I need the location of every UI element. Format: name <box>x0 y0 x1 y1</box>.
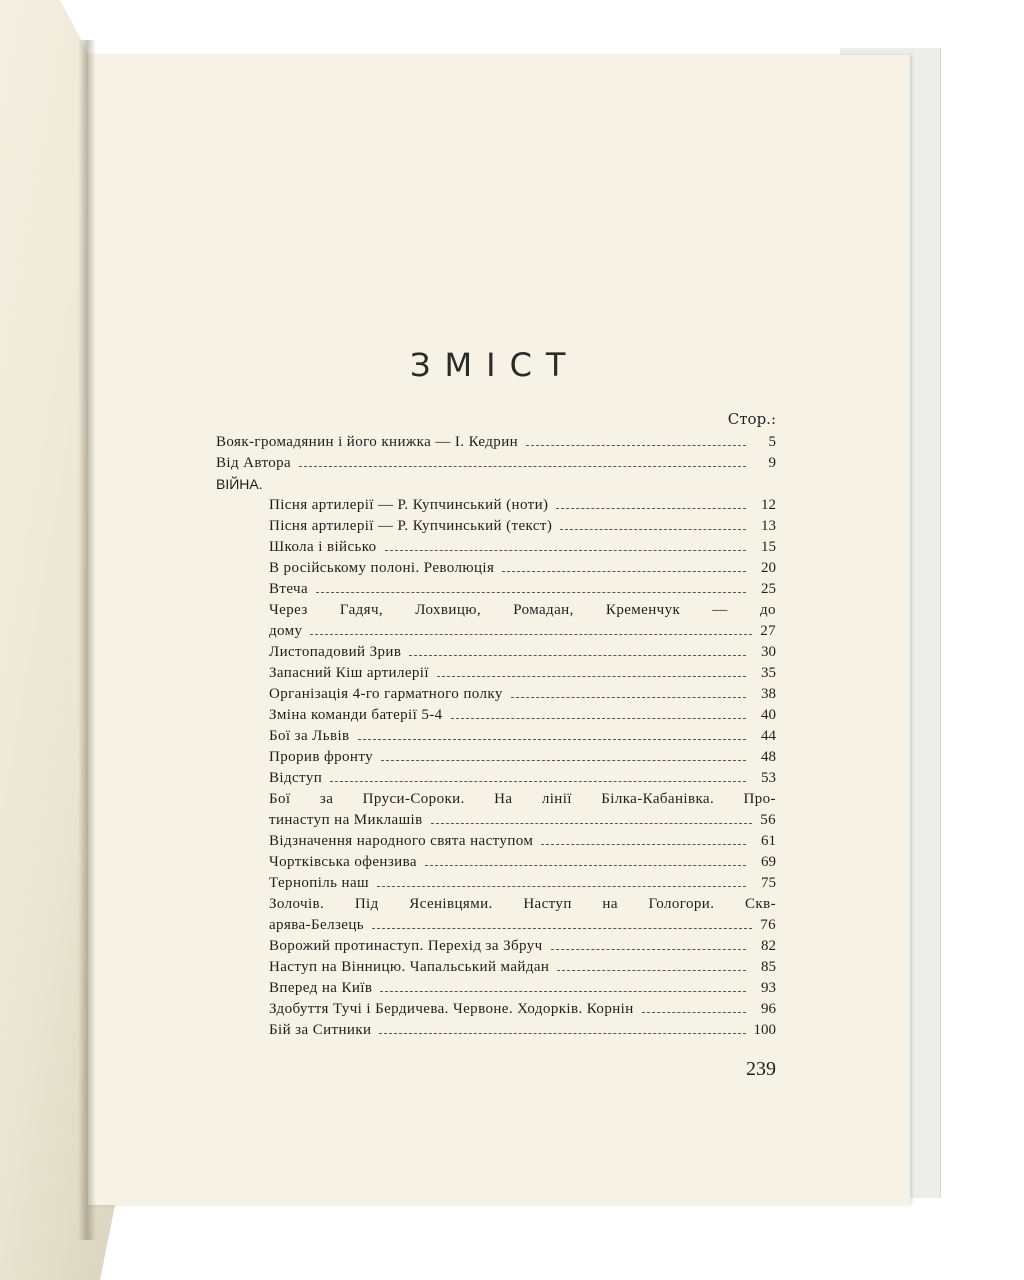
toc-entry <box>216 495 776 516</box>
toc-entry-title-word: Скв- <box>745 896 776 912</box>
leader-dots <box>526 445 746 446</box>
leader-dots <box>385 550 746 551</box>
toc-entry-title-word: на <box>602 896 618 912</box>
leader-dots <box>557 970 746 971</box>
toc-entry-title-word: лінії <box>541 791 572 807</box>
toc-entry-title: Тернопіль наш <box>269 875 369 891</box>
toc-entry-title: Вояк-громадянин і його книжка — І. Кедрин <box>216 434 519 450</box>
toc-entry-page: 38 <box>761 686 776 702</box>
toc-entry <box>216 978 776 999</box>
toc-entry-title-word: Ясенівцями. <box>409 896 493 912</box>
toc-entry-title-word: Гологори. <box>648 896 715 912</box>
leader-dots <box>556 508 746 509</box>
toc-entry <box>216 726 776 747</box>
toc-entry <box>216 684 776 705</box>
toc-entry-page: 85 <box>761 959 776 975</box>
toc-entry <box>216 558 776 579</box>
leader-dots <box>330 781 746 782</box>
toc-entry-title-word: Ромадан, <box>513 602 574 618</box>
toc-entry-title: Втеча <box>269 581 309 597</box>
leader-dots <box>299 466 746 467</box>
toc-entry <box>216 747 776 768</box>
leader-dots <box>372 928 752 929</box>
leader-dots <box>560 529 746 530</box>
leader-dots <box>431 823 753 824</box>
leader-dots <box>310 634 752 635</box>
toc-entry-title-word: Золочів. <box>269 896 325 912</box>
toc-entry-page: 96 <box>761 1001 776 1017</box>
toc-entry <box>216 999 776 1020</box>
page-number: 239 <box>746 1058 776 1080</box>
toc-entry-title: Пісня артилерії — Р. Купчинський (текст) <box>269 518 553 534</box>
toc-entry-page: 93 <box>761 980 776 996</box>
leader-dots <box>381 760 746 761</box>
toc-entry-title: Зміна команди батерії 5-4 <box>269 707 443 723</box>
leader-dots <box>451 718 746 719</box>
table-of-contents <box>216 432 776 1041</box>
toc-entry-wrapped <box>216 789 776 831</box>
toc-entry-page: 61 <box>761 833 776 849</box>
toc-entry <box>216 705 776 726</box>
toc-entry-page: 56 <box>760 812 776 828</box>
toc-entry-title-word: Білка-Кабанівка. <box>601 791 715 807</box>
toc-entry-title: Бої за Львів <box>269 728 350 744</box>
leader-dots <box>377 886 746 887</box>
toc-entry-title-continued: тинаступ на Миклашів <box>269 812 423 828</box>
toc-entry-title-word: Лохвицю, <box>415 602 482 618</box>
toc-entry-page: 9 <box>768 455 776 471</box>
leader-dots <box>511 697 746 698</box>
toc-entry-title: Чортківська офензива <box>269 854 417 870</box>
toc-entry-page: 20 <box>761 560 776 576</box>
toc-entry-page: 44 <box>761 728 776 744</box>
leader-dots <box>541 844 746 845</box>
toc-entry <box>216 831 776 852</box>
toc-entry-title: Організація 4-го гарматного полку <box>269 686 503 702</box>
toc-entry-title: Відступ <box>269 770 323 786</box>
toc-entry-title: Прорив фронту <box>269 749 373 765</box>
toc-entry-title-continued: дому <box>269 623 303 639</box>
toc-entry <box>216 663 776 684</box>
toc-entry-title-word: — <box>712 602 728 618</box>
page-column-label: Стор.: <box>727 410 776 428</box>
toc-entry <box>216 873 776 894</box>
leader-dots <box>425 865 746 866</box>
toc-entry-title: Листопадовий Зрив <box>269 644 402 660</box>
toc-entry-title: Пісня артилерії — Р. Купчинський (ноти) <box>269 497 549 513</box>
toc-entry-title: Здобуття Тучі і Бердичева. Червоне. Ходорків. Корнін <box>269 1001 634 1017</box>
toc-entry-title: Від Автора <box>216 455 292 471</box>
leader-dots <box>502 571 746 572</box>
toc-entry-wrapped <box>216 894 776 936</box>
leader-dots <box>437 676 746 677</box>
toc-entry-title-word: за <box>319 791 334 807</box>
leader-dots <box>379 1033 745 1034</box>
toc-entry-title: Ворожий протинаступ. Перехід за Збруч <box>269 938 543 954</box>
toc-entry-page: 53 <box>761 770 776 786</box>
book-gutter <box>78 40 96 1240</box>
toc-entry-title: Бій за Ситники <box>269 1022 372 1038</box>
toc-entry <box>216 852 776 873</box>
toc-entry <box>216 1020 776 1041</box>
toc-entry-title-word: до <box>760 602 776 618</box>
toc-entry-title-word: Пруси-Сороки. <box>362 791 465 807</box>
toc-entry-page: 100 <box>753 1022 776 1038</box>
toc-entry-title-word: Про- <box>743 791 776 807</box>
toc-entry-page: 82 <box>761 938 776 954</box>
toc-entry-title: Запасний Кіш артилерії <box>269 665 429 681</box>
toc-entry-page: 30 <box>761 644 776 660</box>
toc-entry-page: 75 <box>761 875 776 891</box>
toc-entry-title-continued: арява-Белзець <box>269 917 365 933</box>
toc-entry-page: 15 <box>761 539 776 555</box>
leader-dots <box>642 1012 746 1013</box>
leader-dots <box>358 739 746 740</box>
leader-dots <box>409 655 746 656</box>
toc-entry-wrapped <box>216 600 776 642</box>
leader-dots <box>380 991 746 992</box>
toc-entry <box>216 642 776 663</box>
toc-entry-title: Наступ на Вінницю. Чапальський майдан <box>269 959 550 975</box>
toc-entry <box>216 957 776 978</box>
toc-entry-title-word: Бої <box>269 791 291 807</box>
toc-entry-page: 5 <box>768 434 776 450</box>
toc-entry <box>216 516 776 537</box>
toc-entry-page: 12 <box>761 497 776 513</box>
leader-dots <box>551 949 746 950</box>
toc-entry <box>216 768 776 789</box>
toc-entry-title: Школа і військо <box>269 539 377 555</box>
toc-entry-title-word: Через <box>269 602 308 618</box>
toc-entry-page: 27 <box>760 623 776 639</box>
toc-entry-title: Відзначення народного свята наступом <box>269 833 534 849</box>
page-title: ЗМІСТ <box>410 346 580 384</box>
toc-entry <box>216 579 776 600</box>
section-heading: ВІЙНА. <box>216 476 263 492</box>
toc-entry-title-word: На <box>494 791 513 807</box>
toc-entry <box>216 453 776 474</box>
toc-entry-page: 40 <box>761 707 776 723</box>
toc-entry-page: 76 <box>760 917 776 933</box>
toc-entry-title-word: Кременчук <box>605 602 681 618</box>
leader-dots <box>316 592 746 593</box>
toc-entry <box>216 537 776 558</box>
toc-entry <box>216 936 776 957</box>
toc-entry-page: 69 <box>761 854 776 870</box>
toc-entry-page: 35 <box>761 665 776 681</box>
toc-entry-page: 48 <box>761 749 776 765</box>
toc-entry-title-word: Під <box>354 896 379 912</box>
toc-entry-title-word: Гадяч, <box>339 602 384 618</box>
toc-entry-title: Вперед на Київ <box>269 980 373 996</box>
toc-entry <box>216 432 776 453</box>
toc-entry-title: В російському полоні. Революція <box>269 560 495 576</box>
toc-entry-title-word: Наступ <box>523 896 572 912</box>
toc-entry-page: 13 <box>761 518 776 534</box>
toc-entry-page: 25 <box>761 581 776 597</box>
